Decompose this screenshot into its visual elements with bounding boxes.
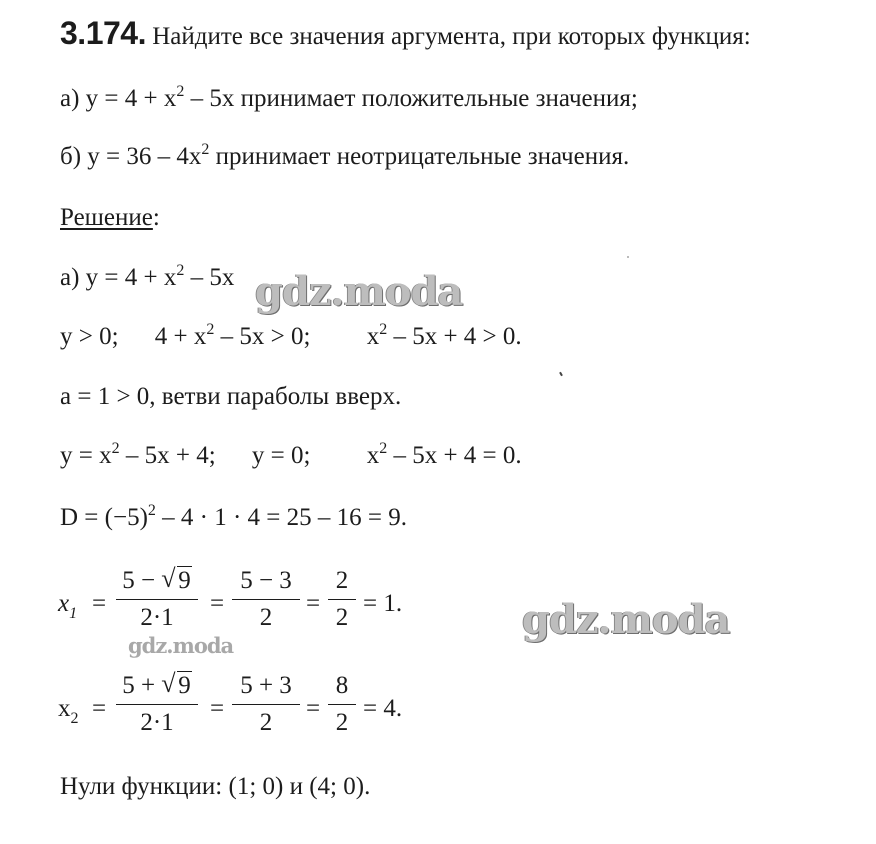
- fraction: 5 − √ 9 2·1: [116, 566, 198, 633]
- problem-statement: Найдите все значения аргумента, при которых функция:: [152, 23, 751, 50]
- problem-part-b: б) $y = 36 - 4x^2$ принимает неотрицательные значения.: [60, 141, 630, 170]
- watermark: gdz.moda: [255, 268, 463, 315]
- equation-line: $y = x^2 - 5x + 4$; y = 0; $x^2 - 5x + 4 = 0$.: [60, 440, 522, 469]
- fraction: $\frac{5 - 3}{2}$: [232, 566, 300, 633]
- solution-part-a: а) $y = 4 + x^2 - 5x$: [60, 262, 235, 291]
- watermark: gdz.moda: [522, 596, 730, 643]
- zeros-line: Нули функции: (1; 0) и (4; 0).: [60, 773, 371, 800]
- problem-number: 3.174.: [60, 15, 146, 51]
- discriminant-line: $D = (-5)^2 - 4 \cdot 1 \cdot 4 = 25 - 16 = 9$.: [60, 502, 408, 531]
- solution-heading: Решение:: [60, 204, 160, 231]
- inequality-line: y > 0; $4 + x^2 - 5x > 0$; $x^2 - 5x + 4 > 0$.: [60, 321, 522, 350]
- problem-part-a: а) $y = 4 + x^2 - 5x$ принимает положительные значения;: [60, 83, 638, 112]
- fraction: $\frac{5 + 3}{2}$: [232, 671, 300, 738]
- fraction: $\frac{8}{2}$: [328, 671, 356, 738]
- problem-title: [60, 15, 751, 52]
- watermark: gdz.moda: [128, 633, 234, 658]
- fraction: 5 + √ 9 2·1: [116, 671, 198, 738]
- branches-line: a = 1 > 0, ветви параболы вверх.: [60, 383, 402, 410]
- scan-speck: [559, 372, 563, 376]
- scan-speck: [627, 256, 629, 258]
- fraction: $\frac{2}{2}$: [328, 566, 356, 633]
